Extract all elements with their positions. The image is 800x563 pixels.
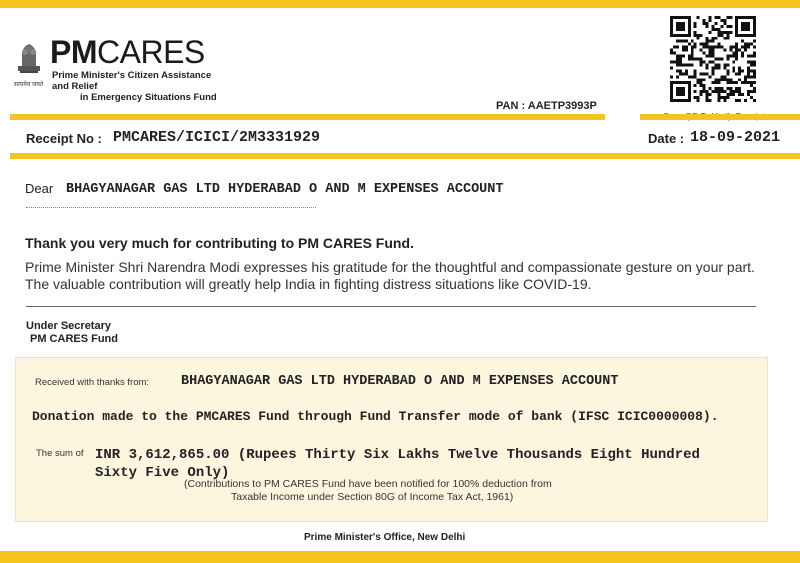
received-from-name: BHAGYANAGAR GAS LTD HYDERABAD O AND M EXPENSES ACCOUNT <box>181 374 619 389</box>
date-value: 18-09-2021 <box>690 129 781 146</box>
logo-wordmark <box>50 36 205 68</box>
dear-label: Dear <box>25 181 54 196</box>
donor-name: BHAGYANAGAR GAS LTD HYDERABAD O AND M EXPENSES ACCOUNT <box>66 182 504 197</box>
donation-mode-text: Donation made to the PMCARES Fund through Fund Transfer mode of bank (IFSC ICIC0000008). <box>32 409 719 424</box>
sum-label: The sum of <box>36 448 84 459</box>
tax-note-line-1: (Contributions to PM CARES Fund have been notified for 100% deduction from <box>184 478 552 490</box>
bottom-yellow-bar <box>0 551 800 563</box>
signatory-title: Under Secretary <box>26 320 111 332</box>
received-from-label: Received with thanks from: <box>35 377 150 388</box>
logo-subtitle-line-1: Prime Minister's Citizen Assistance and Relief <box>52 70 212 92</box>
yellow-band-upper <box>10 114 605 120</box>
logo-thin: CARES <box>97 34 205 70</box>
receipt-no-value: PMCARES/ICICI/2M3331929 <box>113 129 321 146</box>
signatory-org: PM CARES Fund <box>30 333 118 345</box>
dotted-divider <box>26 207 316 208</box>
tax-note-line-2: Taxable Income under Section 80G of Income Tax Act, 1961) <box>231 491 514 503</box>
footer-office: Prime Minister's Office, New Delhi <box>304 532 466 543</box>
divider-line <box>26 306 756 307</box>
logo-bold: PM <box>50 34 97 70</box>
date-label: Date : <box>648 131 685 146</box>
receipt-no-label: Receipt No : <box>26 131 102 146</box>
logo-subtitle <box>52 71 227 104</box>
sum-amount: INR 3,612,865.00 (Rupees Thirty Six Lakhs Twelve Thousands Eight Hundred Sixty Five Only) <box>95 447 700 482</box>
yellow-band-lower <box>10 153 800 159</box>
top-yellow-bar <box>0 0 800 8</box>
qr-code-icon[interactable] <box>670 16 756 102</box>
yellow-band-upper-right <box>640 114 800 120</box>
pan-number: PAN : AAETP3993P <box>496 100 597 112</box>
gratitude-message: Prime Minister Shri Narendra Modi expresses his gratitude for the thoughtful and compassionate gesture on your part. The valuable contribution will greatly help India in fighting distress situations like COVID-19. <box>25 259 755 292</box>
emblem-caption: सत्यमेव जयते <box>14 82 44 88</box>
thanks-heading: Thank you very much for contributing to PM CARES Fund. <box>25 235 414 251</box>
logo-subtitle-line-2: in Emergency Situations Fund <box>80 91 217 103</box>
